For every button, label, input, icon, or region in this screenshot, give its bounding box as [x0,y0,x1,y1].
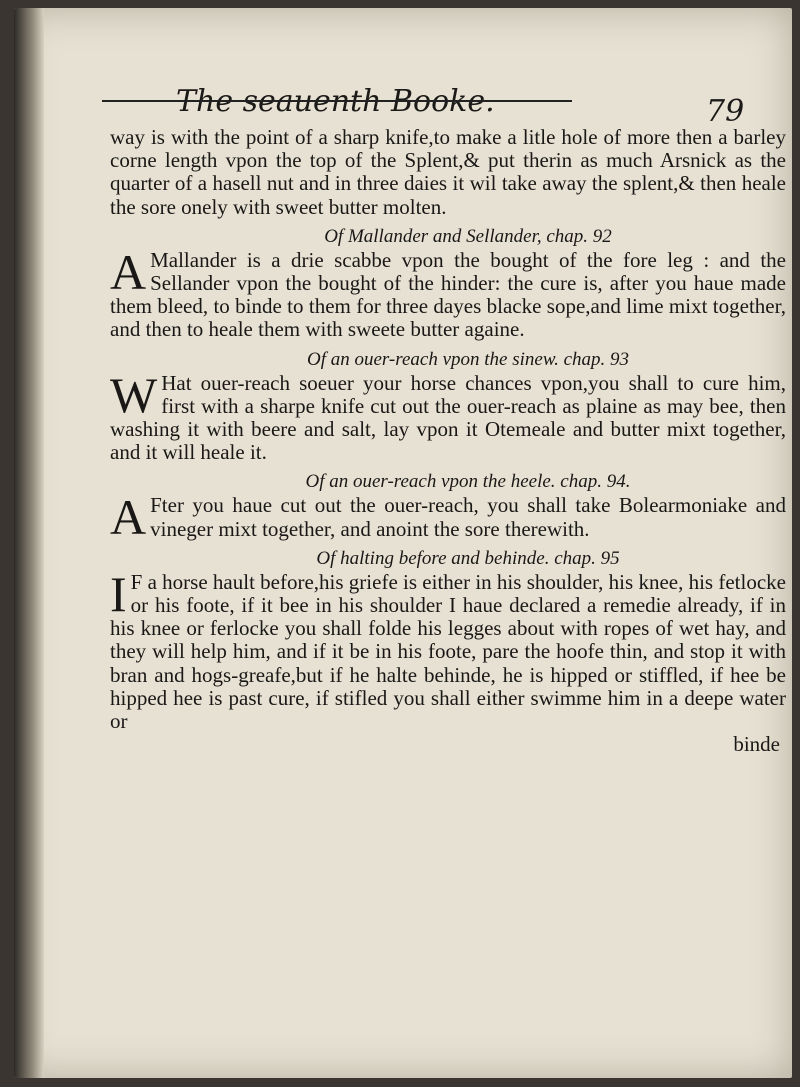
section-heading-93: Of an ouer-reach vpon the sinew. chap. 93 [306,348,630,370]
drop-cap: A [110,489,147,546]
text-block [110,126,786,756]
section-paragraph-94 [110,489,786,546]
section-heading-94: Of an ouer-reach vpon the heele. chap. 94. [305,471,631,493]
page-number: 79 [706,94,745,129]
header-rule [102,100,572,102]
running-head: The seauenth Booke. [176,84,495,119]
section-text-95: F a horse hault before,his griefe is either in his shoulder, his knee, his fetlocke or his foote, if it bee in his shoulder I haue declared a remedie already, if in his knee or ferlocke you shall folde his legges about with ropes of wet hay, and they will help him, and if it be in his foote, pare the hoofe thin, and stop it with bran and hogs-greafe,but if he halte behinde, he is hipped or stiffled, if hee be hipped hee is past cure, if stifled you shall either swimme him in a deepe water or [110,569,786,734]
drop-cap: W [110,366,158,423]
page-gutter-shadow [14,8,44,1078]
book-page [14,8,792,1078]
section-paragraph-93 [110,366,786,465]
intro-paragraph: way is with the point of a sharp knife,to make a litle hole of more then a barley corne length vpon the top of the Splent,& put therin as much Arsnick as the quarter of a hasell nut and in three daies it wil take away the splent,& then heale the sore onely with sweet butter molten. [110,125,786,219]
drop-cap: I [110,565,127,622]
catchword: binde [733,732,780,757]
section-heading-95: Of halting before and behinde. chap. 95 [316,547,620,569]
section-text-94: Fter you haue cut out the ouer-reach, you shall take Bolearmoniake and vineger mixt together, and anoint the sore therewith. [150,493,786,541]
section-paragraph-95 [110,565,786,734]
section-text-92: Mallander is a drie scabbe vpon the bought of the fore leg : and the Sellander vpon the bought of the hinder: the cure is, after you haue made them bleed, to binde to them for three dayes blacke sope,and lime mixt together, and then to heale them with sweete butter againe. [110,247,786,342]
drop-cap: A [110,243,147,300]
section-text-93: Hat ouer-reach soeuer your horse chances vpon,you shall to cure him, first with a sharpe knife cut out the ouer-reach as plaine as may bee, then washing it with beere and salt, lay vpon it Otemeale and butter mixt together, and it will heale it. [110,370,786,465]
section-heading-92: Of Mallander and Sellander, chap. 92 [324,225,612,247]
section-paragraph-92 [110,243,786,342]
